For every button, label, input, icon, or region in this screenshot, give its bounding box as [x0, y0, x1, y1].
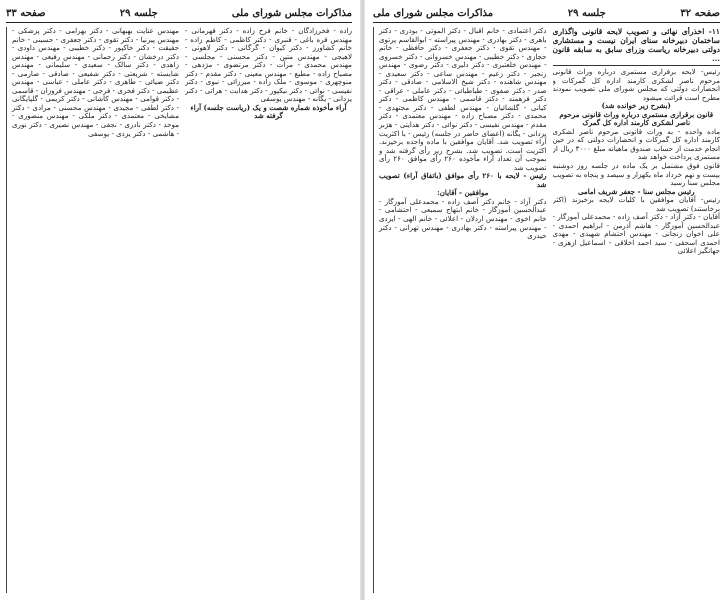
paragraph: قانون فوق مشتمل بر یک ماده در جلسه روز دوشنبه بیست و نهم خرداد ماه یکهزار و سیصد و پنجاه به تصویب مجلس سنا رسید: [552, 161, 720, 188]
left-page: [0, 0, 360, 600]
single-article: ماده واحده - به وراث قانونی مرحوم ناصر لشکری کارمند اداره کل گمرکات و انحصارات دولتی که در حین انجام خدمت از حساب صندوق ماهیانه مبلغ ۳۰۰۰ ریال از مستمری پرداخت خواهد شد: [552, 126, 720, 162]
right-page-header: [373, 6, 720, 23]
publication-title: مذاکرات مجلس شورای ملی: [231, 7, 352, 19]
member-list: دکتر اعتمادی - خانم اقبال - دکتر الموتی - بوذری - دکتر باهری - دکتر بهادری - مهندس پیراسته - ابوالقاسم پرتوی - مهندس تقوی - دکتر جعفری - دکتر حافظی - خانم حجازی - دکتر خطیبی - مهندس خسروانی - دکتر خسروی - مهندس خلعتبری - دکتر دلیری - دکتر رضوی - مهندس رنجبر - دکتر زعیم - مهندس ساعی - دکتر سعیدی - مهندس شاهنده - دکتر شیخ الاسلامی - صادقی - دکتر صدر - دکتر صفوی - طباطبائی - دکتر عاملی - عراقی - دکتر فرهمند - دکتر قاسمی - مهندس کاظمی - دکتر کیانی - گلشائیان - مهندس لطفی - دکتر مجتهدی - محمدی - دکتر مصباح زاده - مهندس معتمدی - دکتر مقدم - مهندس نفیسی - دکتر نوائی - دکتر هدایتی - هژبر یزدانی - یگانه (اعضای حاضر در جلسه) رئیس - با اکثریت آراء تصویب شد. آقایان موافقین با ماده واحده برخیزند. اکثریت است. تصویب شد. بشرح زیر رأی گرفته شد و بموجب آن تعداد آراء مأخوذه ۲۶۰ رأی موافق ۲۶۰ رأی تصویب شد: [379, 27, 547, 172]
bill-title: قانون برقراری مستمری درباره وراث قانونی مرحوم ناصر لشکری کارمند اداره کل گمرک: [559, 109, 714, 128]
right-page-column-right: [553, 27, 721, 593]
left-page-column-left: [6, 27, 179, 593]
page-number: صفحه ۳۲: [680, 7, 720, 19]
session-number: جلسه ۲۹: [119, 7, 158, 19]
page-number: صفحه ۳۳: [6, 7, 46, 19]
right-page-column-left: [373, 27, 547, 593]
signature-line: رئیس مجلس سنا - جعفر شریف امامی: [578, 186, 695, 196]
reading-note: (بشرح زیر خوانده شد): [601, 101, 671, 111]
paragraph: رئیس- لایحه برقراری مستمری درباره وراث قانونی مرحوم ناصر لشکری کارمند اداره کل گمرکات و انحصارات دولتی که مجلس شورای ملی تصویب نمودند مطرح است قرائت میشود: [552, 67, 720, 102]
member-list: دکتر آزاد - خانم دکتر آصف زاده - محمدعلی آموزگار - عبدالحسین آموزگار - خانم ابتهاج سمیعی - احتشامی - خانم اخوی - مهندس اردلان - اعلائی - خانم الهی - ایزدی - مهندس پیراسته - دکتر بهادری - مهندس تهرانی - دکتر حیدری: [379, 196, 547, 241]
divider: [553, 65, 721, 66]
member-list: مهندس عنایت بهبهانی - دکتر بهرامی - دکتر پزشکی - مهندس پیرنیا - دکتر تقوی - دکتر جعفری - حسینی - خانم حقیقت - دکتر خاکپور - دکتر خطیبی - مهندس داودی - دکتر درخشان - دکتر رحمانی - مهندس رفیعی - مهندس زاهدی - دکتر سالک - سعیدی - سلیمانی - مهندس شایسته - شریعتی - دکتر شفیعی - صادقی - صارمی - دکتر ضیائی - طاهری - دکتر عاملی - عباسی - مهندس عظیمی - دکتر فخری - فرجی - مهندس فروزان - قاسمی - دکتر قوامی - مهندس کاشانی - دکتر کریمی - گلپایگانی - دکتر لطفی - مجیدی - مهندس محسنی - مرادی - دکتر مشایخی - معتمدی - دکتر ملکی - مهندس منصوری - موحد - دکتر نادری - نجفی - مهندس نصیری - دکتر نوری - هاشمی - دکتر یزدی - یوسفی: [12, 27, 179, 138]
yes-voters-heading: موافقین - آقایان:: [437, 188, 489, 198]
member-list: آقایان - دکتر آزاد - دکتر آصف زاده - محمدعلی آموزگار - عبدالحسین آموزگار - هاشم آذرمن - ابراهیم احمدی - علی اخوان زنجانی - مهندس احتشام شهیدی - مهدی احمدی اسحقی - سید احمد اخلاقی - اسماعیل ازهری - جهانگیر اعلائی: [552, 212, 720, 256]
vote-count-note: آراء مأخوذه شماره شصت و یک (ریاست جلسه) آراء گرفته شد: [190, 102, 347, 121]
left-page-header: [6, 6, 352, 23]
right-page: [365, 0, 726, 600]
agenda-heading: ۱۱- اخذرأی نهائی و تصویب لایحه قانونی واگذاری ساختمان دبیرخانه سنای ایران نیست و مستشاری دولتی دبیرخانه ریاست وزرای سابق به سابقه قانون ...: [552, 27, 720, 63]
left-page-column-right: [185, 27, 352, 593]
left-page-columns: [6, 27, 352, 593]
session-number: جلسه ۲۹: [567, 7, 606, 19]
member-list: زاده - فخرزادگان - خانم فرخ زاده - دکتر قهرمانی - مهندس قره باغی - قنبری - دکتر کاظمی - کاظم زاده - خانم کشاورز - دکتر کیوان - گرگانی - دکتر لاهوتی - لاهیجی - مهندس متین - دکتر محسنی - مجلسی - مهندس محمدی - مرآت - دکتر مرتضوی - مژدهی - مصباح زاده - مطیع - مهندس معینی - دکتر مقدم - دکتر منوچهری - موسوی - ملک زاده - میرزائی - نبوی - دکتر نفیسی - نوائی - دکتر نیکپور - دکتر هدایت - هراتی - دکتر یزدانی - یگانه - مهندس یوسفی: [185, 27, 352, 104]
right-page-columns: [373, 27, 720, 593]
vote-result: رئیس - لایحه با ۲۶۰ رأی موافق (باتفاق آراء) تصویب شد: [379, 171, 547, 189]
paragraph: رئیس- آقایان موافقین با کلیات لایحه برخیزند (اکثر برخاستند) تصویب شد: [552, 195, 720, 213]
publication-title: مذاکرات مجلس شورای ملی: [373, 7, 494, 19]
